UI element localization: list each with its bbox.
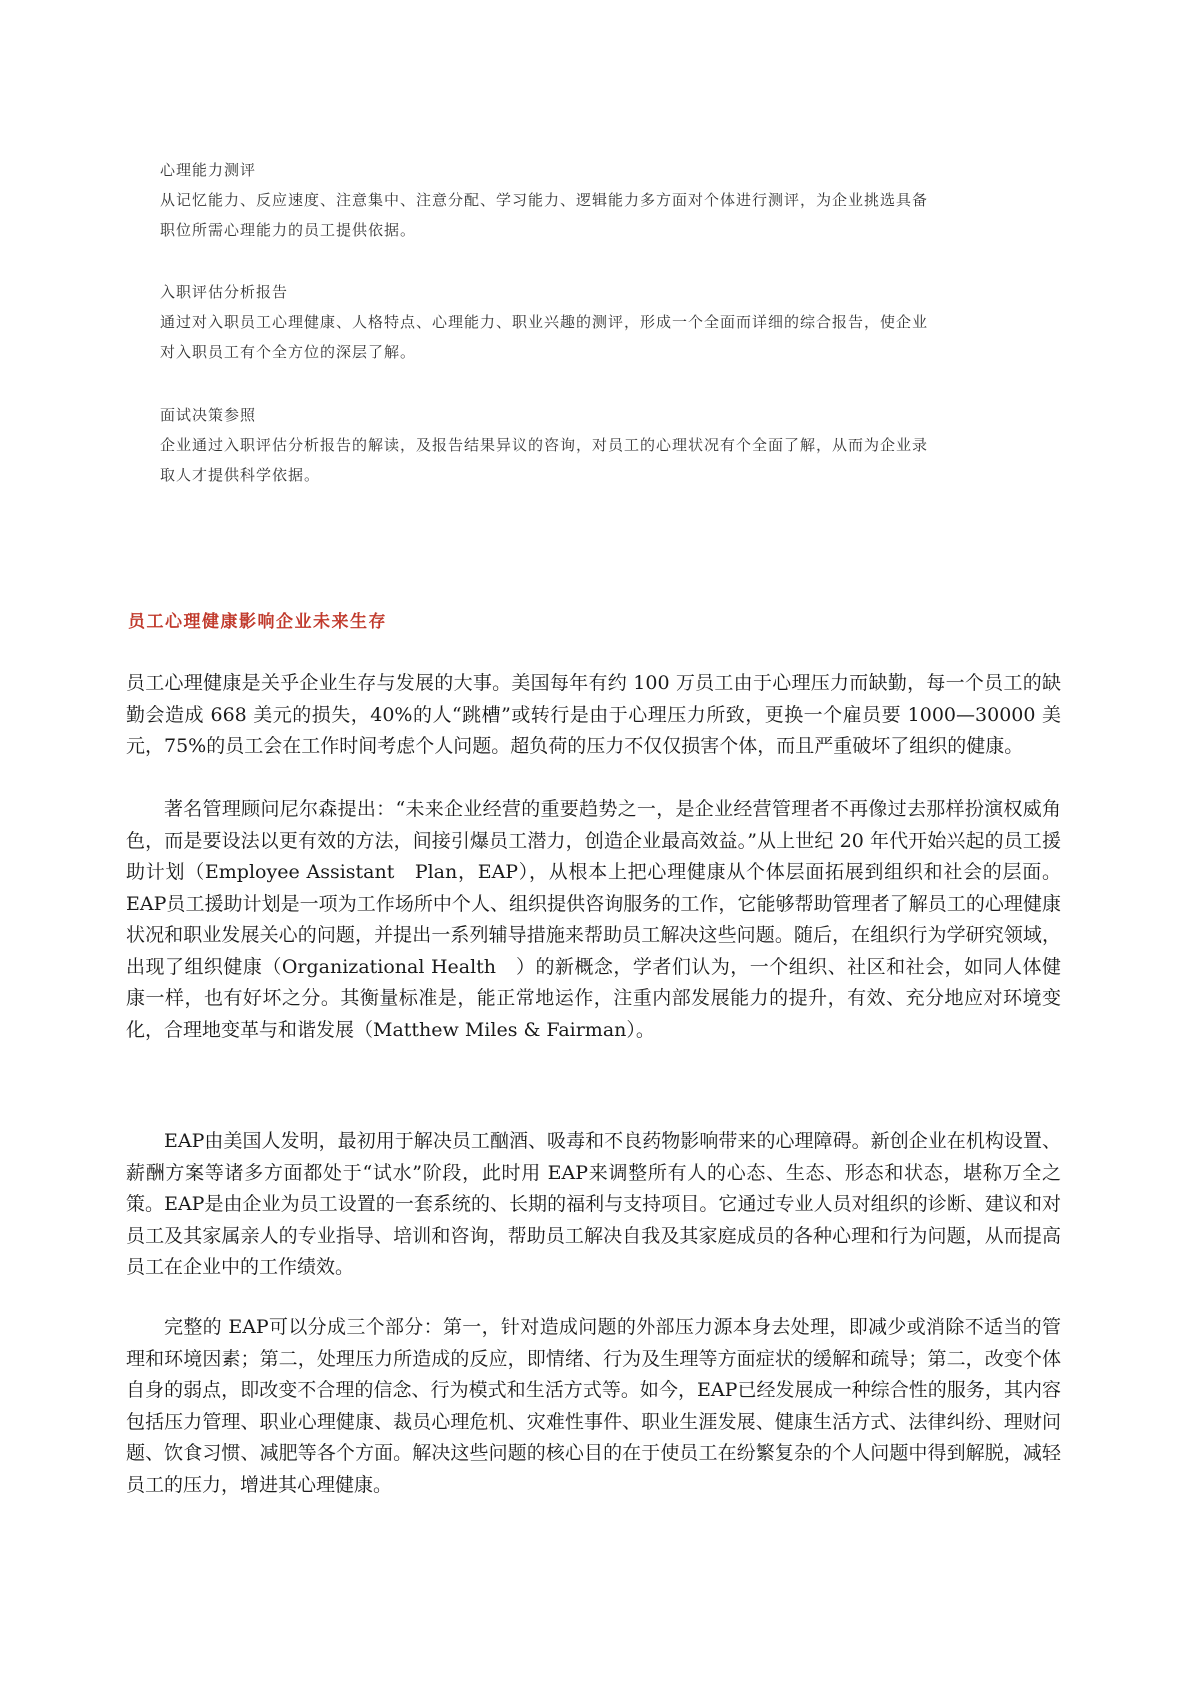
section-title: 面试决策参照 [160,406,257,424]
body-paragraph: 著名管理顾问尼尔森提出：“未来企业经营的重要趋势之一，是企业经营管理者不再像过去那样扮演权威角色，而是要设法以更有效的方法，间接引爆员工潜力，创造企业最高效益。”从上世纪 20 年代开始兴起的员工援助计划（Employee Assistant Plan，EAP），从根本上把心理健康从个体层面拓展到组织和社会的层面。EAP员工援助计划是一项为工作场所中个人、组织提供咨询服务的工作，它能够帮助管理者了解员工的心理健康状况和职业发展关心的问题，并提出一系列辅导措施来帮助员工解决这些问题。随后，在组织行为学研究领域，出现了组织健康（Organizational Health ）的新概念，学者们认为，一个组织、社区和社会，如同人体健康一样，也有好坏之分。其衡量标准是，能正常地运作，注重内部发展能力的提升，有效、充分地应对环境变化，合理地变革与和谐发展（Matthew Miles & Fairman）。 [126,798,1061,1041]
section-line: 通过对入职员工心理健康、人格特点、心理能力、职业兴趣的测评，形成一个全面而详细的综合报告，使企业 [160,313,929,331]
article-heading: 员工心理健康影响企业未来生存 [128,612,387,632]
section-title: 心理能力测评 [160,161,257,179]
body-paragraph: 完整的 EAP可以分成三个部分：第一，针对造成问题的外部压力源本身去处理，即减少或消除不适当的管理和环境因素；第二，处理压力所造成的反应，即情绪、行为及生理等方面症状的缓解和疏导；第二，改变个体自身的弱点，即改变不合理的信念、行为模式和生活方式等。如今，EAP已经发展成一种综合性的服务，其内容包括压力管理、职业心理健康、裁员心理危机、灾难性事件、职业生涯发展、健康生活方式、法律纠纷、理财问题、饮食习惯、减肥等各个方面。解决这些问题的核心目的在于使员工在纷繁复杂的个人问题中得到解脱，减轻员工的压力，增进其心理健康。 [126,1316,1061,1496]
section-interview-decision-reference [160,400,1040,490]
section-line: 职位所需心理能力的员工提供依据。 [160,221,417,239]
section-line: 对入职员工有个全方位的深层了解。 [160,343,417,361]
section-line: 取人才提供科学依据。 [160,466,321,484]
section-line: 从记忆能力、反应速度、注意集中、注意分配、学习能力、逻辑能力多方面对个体进行测评，为企业挑选具备 [160,191,929,209]
section-psychological-ability-assessment [160,155,1040,245]
section-title: 入职评估分析报告 [160,283,289,301]
section-line: 企业通过入职评估分析报告的解读，及报告结果异议的咨询，对员工的心理状况有个全面了解，从而为企业录 [160,436,929,454]
body-paragraph: 员工心理健康是关乎企业生存与发展的大事。美国每年有约 100 万员工由于心理压力而缺勤，每一个员工的缺勤会造成 668 美元的损失，40%的人“跳槽”或转行是由于心理压力所致，更换一个雇员要 1000—30000 美元，75%的员工会在工作时间考虑个人问题。超负荷的压力不仅仅损害个体，而且严重破坏了组织的健康。 [126,672,1061,757]
section-onboarding-assessment-report [160,277,1040,367]
body-paragraph: EAP由美国人发明，最初用于解决员工酗酒、吸毒和不良药物影响带来的心理障碍。新创企业在机构设置、薪酬方案等诸多方面都处于“试水”阶段，此时用 EAP来调整所有人的心态、生态、形态和状态，堪称万全之策。EAP是由企业为员工设置的一套系统的、长期的福利与支持项目。它通过专业人员对组织的诊断、建议和对员工及其家属亲人的专业指导、培训和咨询，帮助员工解决自我及其家庭成员的各种心理和行为问题，从而提高员工在企业中的工作绩效。 [126,1130,1061,1278]
